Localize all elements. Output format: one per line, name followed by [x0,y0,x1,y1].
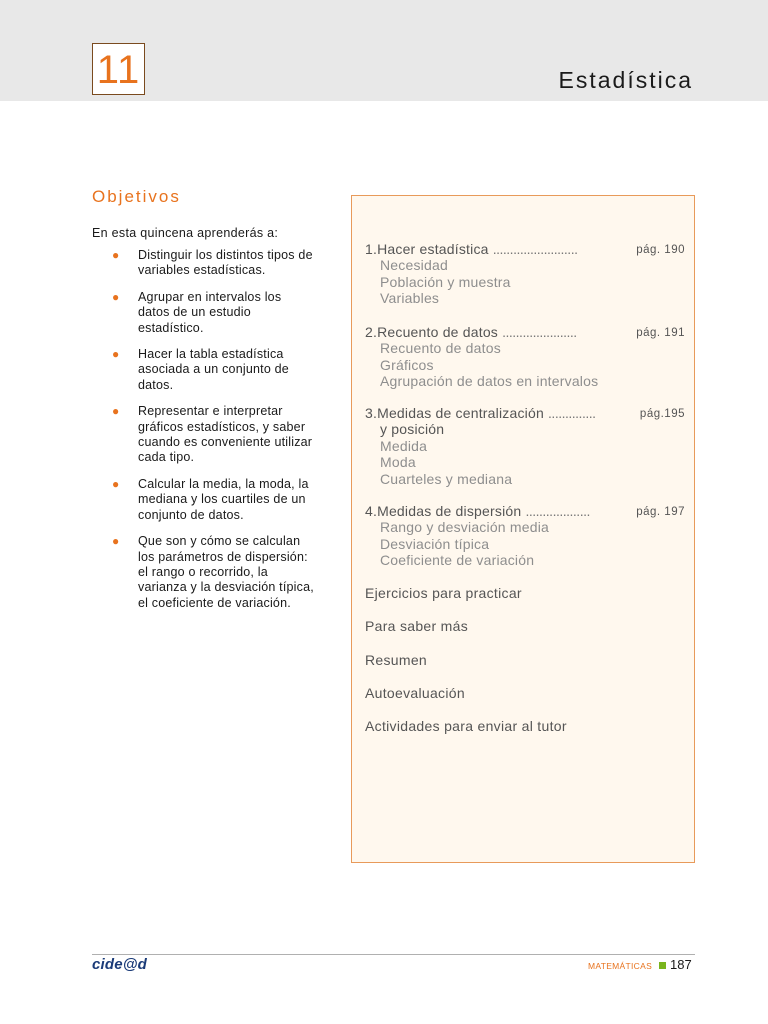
toc-extra-exercises[interactable]: Ejercicios para practicar [365,585,522,601]
toc-section [365,241,685,307]
contents-box [351,195,695,863]
toc-page: pág.195 [639,408,685,420]
bullet-icon: ● [112,404,120,419]
bullet-icon: ● [112,289,120,304]
objective-item [112,248,344,279]
toc-subentry[interactable]: y posición [380,421,445,438]
objective-item [112,347,344,393]
objective-line: varianza y la desviación típica, [138,580,314,595]
toc-dots: .............. [548,405,596,421]
toc-subentry[interactable]: Moda [380,454,416,471]
objective-line: Representar e interpretar [138,404,283,419]
footer-logo: cide@d [92,956,148,973]
footer-subject: MATEMÁTICAS [588,961,653,971]
toc-entry[interactable] [365,241,685,257]
bullet-icon: ● [112,476,120,491]
toc-extra-summary[interactable]: Resumen [365,652,428,668]
page-number: 187 [670,957,692,972]
objective-line: variables estadísticas. [138,263,266,278]
toc-subentry[interactable]: Población y muestra [380,273,511,290]
objective-line: el rango o recorrido, la [138,564,268,579]
objective-line: el coeficiente de variación. [138,595,291,610]
toc-title: 4.Medidas de dispersión [365,503,522,519]
objective-line: asociada a un conjunto de [138,362,289,377]
chapter-number: 11 [96,48,141,92]
toc-title: 3.Medidas de centralización [365,405,544,421]
objective-line: conjunto de datos. [138,507,244,522]
objective-line: estadístico. [138,320,204,335]
toc-subentry[interactable]: Rango y desviación media [380,519,550,536]
toc-extra-activities[interactable]: Actividades para enviar al tutor [365,718,567,734]
toc-entry[interactable] [365,324,685,340]
footer-rule [92,954,695,955]
toc-section [365,324,685,390]
objective-item [112,290,344,336]
toc-entry[interactable] [365,503,685,519]
toc-section [365,503,685,569]
toc-subentry[interactable]: Agrupación de datos en intervalos [380,373,599,390]
toc-dots: ................... [525,503,590,519]
objective-line: cuando es conveniente utilizar [138,435,313,450]
toc-subentry[interactable]: Medida [380,437,428,454]
toc-page: pág. 191 [636,327,685,339]
toc-dots: ......................... [492,241,578,257]
bullet-icon: ● [112,248,120,262]
objective-line: datos. [138,377,174,392]
objective-line: datos de un estudio [138,305,251,320]
toc-dots: ...................... [502,324,577,340]
objective-item [112,477,344,523]
chapter-number-box [92,43,145,95]
toc-page: pág. 190 [636,244,685,256]
objective-line: Hacer la tabla estadística [138,347,284,362]
toc-subentry[interactable]: Gráficos [380,356,434,373]
objective-line: cada tipo. [138,450,195,465]
toc-title: 2.Recuento de datos [365,324,499,340]
objective-line: gráficos estadísticos, y saber [138,419,306,434]
objective-line: Que son y cómo se calculan [138,534,301,549]
toc-subentry[interactable]: Recuento de datos [380,340,501,357]
toc-extra-selfassessment[interactable]: Autoevaluación [365,685,465,701]
objective-line: mediana y los cuartiles de un [138,492,306,507]
toc-section [365,405,685,487]
toc-subentry[interactable]: Necesidad [380,257,448,274]
bullet-icon: ● [112,347,120,362]
objective-line: Distinguir los distintos tipos de [138,248,313,262]
objective-item [112,534,344,611]
green-square-icon [659,962,666,969]
toc-subentry[interactable]: Coeficiente de variación [380,552,535,569]
toc-subentry[interactable]: Desviación típica [380,535,490,552]
objective-line: Calcular la media, la moda, la [138,476,309,491]
toc-extra-more[interactable]: Para saber más [365,618,469,634]
toc-page: pág. 197 [636,506,685,518]
objectives-list [112,248,344,622]
chapter-title: Estadística [558,67,693,93]
objectives-intro: En esta quincena aprenderás a: [92,226,279,240]
toc-entry[interactable] [365,405,685,421]
bullet-icon: ● [112,534,120,549]
toc-subentry[interactable]: Variables [380,290,440,307]
objective-line: los parámetros de dispersión: [138,549,308,564]
toc-subentry[interactable]: Cuarteles y mediana [380,470,513,487]
toc-title: 1.Hacer estadística [365,241,489,257]
objectives-heading: Objetivos [92,187,181,206]
objective-item [112,404,344,466]
objective-line: Agrupar en intervalos los [138,289,282,304]
